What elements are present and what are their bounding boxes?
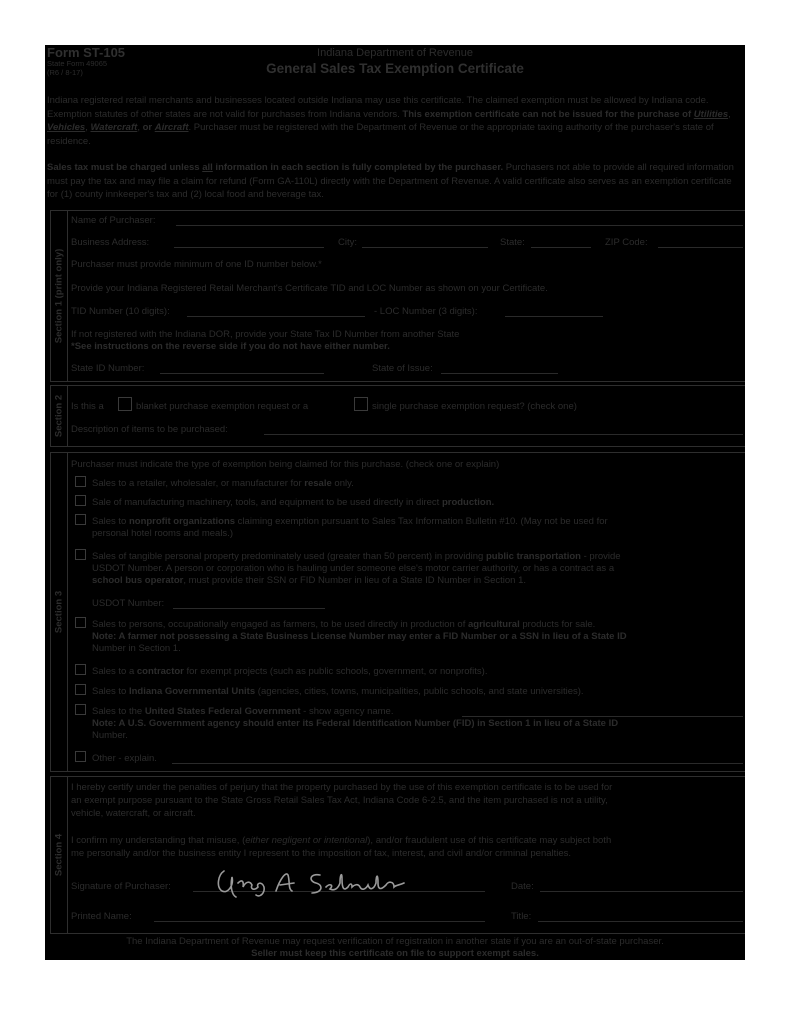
date-field[interactable] (540, 891, 743, 892)
tid-number-field[interactable] (187, 316, 365, 317)
blanket-purchase-label: blanket purchase exemption request or a (136, 401, 309, 412)
zip-code-label: ZIP Code: (605, 237, 648, 248)
state-of-issue-field[interactable] (441, 373, 558, 374)
printed-name-label: Printed Name: (71, 911, 132, 922)
public-transportation-note: USDOT Number. A person or corporation who is hauling under someone else's motor carrier authority, or has a contract as a (92, 563, 615, 574)
blanket-purchase-checkbox[interactable] (118, 397, 132, 411)
nonprofit-checkbox[interactable] (75, 514, 86, 525)
federal-government-option: Sales to the United States Federal Government - show agency name. (92, 706, 394, 717)
contractor-checkbox[interactable] (75, 664, 86, 675)
section-1-tab: Section 1 (print only) (50, 210, 68, 382)
contractor-option: Sales to a contractor for exempt projects (such as public schools, government, or nonprofits). (92, 666, 488, 677)
seller-retention-notice: Seller must keep this certificate on file to support exempt sales. (251, 948, 539, 959)
is-this-a-label: Is this a (71, 401, 104, 412)
business-address-label: Business Address: (71, 237, 150, 248)
misuse-confirmation-continued: me personally and/or the business entity I represent to the imposition of tax, interest, and civil and/or criminal penalties. (71, 848, 572, 859)
manufacturing-option: Sale of manufacturing machinery, tools, and equipment to be used directly in direct production. (92, 497, 495, 508)
section-1 (68, 210, 745, 382)
state-form-number: State Form 49065 (47, 59, 108, 68)
provide-tid-loc-note: Provide your Indiana Registered Retail Merchant's Certificate TID and LOC Number as shown on your Certificate. (71, 283, 548, 294)
section-3 (68, 452, 745, 772)
intro-paragraph-1: Indiana registered retail merchants and businesses located outside Indiana may use this certificate. The claimed exemption must be allowed by Indiana code. Exemption statutes of other states are not valid for purchases from Indiana vendors. This exemption certificate can not be issued for the purchase of Utilities, Vehicles, Watercraft, or Aircraft. Purchaser must be registered with the Department of Revenue or the appropriate taxing authority of the purchaser's state of residence. (47, 95, 731, 147)
federal-government-checkbox[interactable] (75, 704, 86, 715)
date-label: Date: (511, 881, 534, 892)
state-id-number-field[interactable] (160, 373, 324, 374)
zip-code-field[interactable] (658, 247, 743, 248)
public-transportation-option: Sales of tangible personal property predominately used (greater than 50 percent) in providing public transportation - provide (92, 551, 621, 562)
resale-option: Sales to a retailer, wholesaler, or manufacturer for resale only. (92, 478, 354, 489)
see-instructions-note: *See instructions on the reverse side if you do not have either number. (71, 341, 390, 352)
single-purchase-label: single purchase exemption request? (check one) (372, 401, 577, 412)
agricultural-note-continued: Number in Section 1. (92, 643, 181, 654)
form-page (45, 45, 745, 960)
signature-label: Signature of Purchaser: (71, 881, 171, 892)
agricultural-checkbox[interactable] (75, 617, 86, 628)
form-revision: (R6 / 8-17) (47, 68, 83, 77)
exemption-type-intro: Purchaser must indicate the type of exemption being claimed for this purchase. (check one or explain) (71, 459, 500, 470)
section-4 (68, 776, 745, 934)
nonprofit-option: Sales to nonprofit organizations claiming exemption pursuant to Sales Tax Information Bulletin #10. (May not be used for (92, 516, 608, 527)
single-purchase-checkbox[interactable] (354, 397, 368, 411)
state-label: State: (500, 237, 525, 248)
manufacturing-checkbox[interactable] (75, 495, 86, 506)
description-label: Description of items to be purchased: (71, 424, 228, 435)
purchaser-name-label: Name of Purchaser: (71, 215, 156, 226)
agency-name-field[interactable] (462, 716, 743, 717)
loc-number-label: - LOC Number (3 digits): (374, 306, 478, 317)
agricultural-note: Note: A farmer not possessing a State Business License Number may enter a FID Number or a SSN in lieu of a State ID (92, 631, 627, 642)
federal-government-note-continued: Number. (92, 730, 128, 741)
state-of-issue-label: State of Issue: (372, 363, 433, 374)
public-transportation-checkbox[interactable] (75, 549, 86, 560)
resale-checkbox[interactable] (75, 476, 86, 487)
other-checkbox[interactable] (75, 751, 86, 762)
certification-line-2: an exempt purpose pursuant to the State Gross Retail Sales Tax Act, Indiana Code 6-2.5, and the item purchased is not a utility, (71, 795, 608, 806)
verification-notice: The Indiana Department of Revenue may request verification of registration in another state if you are an out-of-state purchaser. (126, 936, 664, 947)
city-field[interactable] (362, 247, 488, 248)
purchaser-name-field[interactable] (176, 225, 743, 226)
business-address-field[interactable] (174, 247, 324, 248)
loc-number-field[interactable] (505, 316, 603, 317)
not-registered-note: If not registered with the Indiana DOR, provide your State Tax ID Number from another State (71, 329, 460, 340)
nonprofit-option-continued: personal hotel rooms and meals.) (92, 528, 233, 539)
department-name: Indiana Department of Revenue (317, 47, 473, 59)
certification-line-1: I hereby certify under the penalties of perjury that the property purchased by the use of this exemption certificate is to be used for (71, 782, 613, 793)
certification-line-3: vehicle, watercraft, or aircraft. (71, 808, 196, 819)
school-bus-note: school bus operator, must provide their SSN or FID Number in lieu of a State ID Number in Section 1. (92, 575, 526, 586)
misuse-confirmation: I confirm my understanding that misuse, (either negligent or intentional), and/or fraudulent use of this certificate may subject both (71, 835, 612, 846)
section-4-tab: Section 4 (50, 776, 68, 934)
section-3-tab: Section 3 (50, 452, 68, 772)
federal-government-note: Note: A U.S. Government agency should enter its Federal Identification Number (FID) in Section 1 in lieu of a State ID (92, 718, 619, 729)
city-label: City: (338, 237, 357, 248)
intro-paragraph-2: Sales tax must be charged unless all information in each section is fully completed by the purchaser. Purchasers not able to provide all required information must pay the tax and may file a claim for refund (Form GA-110L) directly with the Department of Revenue. A valid certificate also serves as an exemption certificate for (1) county innkeeper's tax and (2) local food and beverage tax. (47, 162, 734, 200)
form-number: Form ST-105 (47, 45, 126, 60)
agricultural-option: Sales to persons, occupationally engaged as farmers, to be used directly in production of agricultural products for sale. (92, 619, 596, 630)
usdot-number-label: USDOT Number: (92, 598, 165, 609)
state-id-number-label: State ID Number: (71, 363, 145, 374)
tid-number-label: TID Number (10 digits): (71, 306, 170, 317)
minimum-id-note: Purchaser must provide minimum of one ID number below.* (71, 259, 322, 270)
other-option: Other - explain. (92, 753, 157, 764)
form-title: General Sales Tax Exemption Certificate (266, 61, 524, 76)
other-explain-field[interactable] (172, 763, 743, 764)
description-field[interactable] (264, 434, 743, 435)
purchaser-signature (210, 865, 430, 899)
title-label: Title: (511, 911, 532, 922)
section-2 (68, 385, 745, 447)
state-field[interactable] (531, 247, 591, 248)
title-field[interactable] (538, 921, 743, 922)
usdot-number-field[interactable] (173, 608, 325, 609)
governmental-units-option: Sales to Indiana Governmental Units (agencies, cities, towns, municipalities, public schools, and state universities). (92, 686, 584, 697)
section-2-tab: Section 2 (50, 385, 68, 447)
governmental-units-checkbox[interactable] (75, 684, 86, 695)
printed-name-field[interactable] (154, 921, 485, 922)
